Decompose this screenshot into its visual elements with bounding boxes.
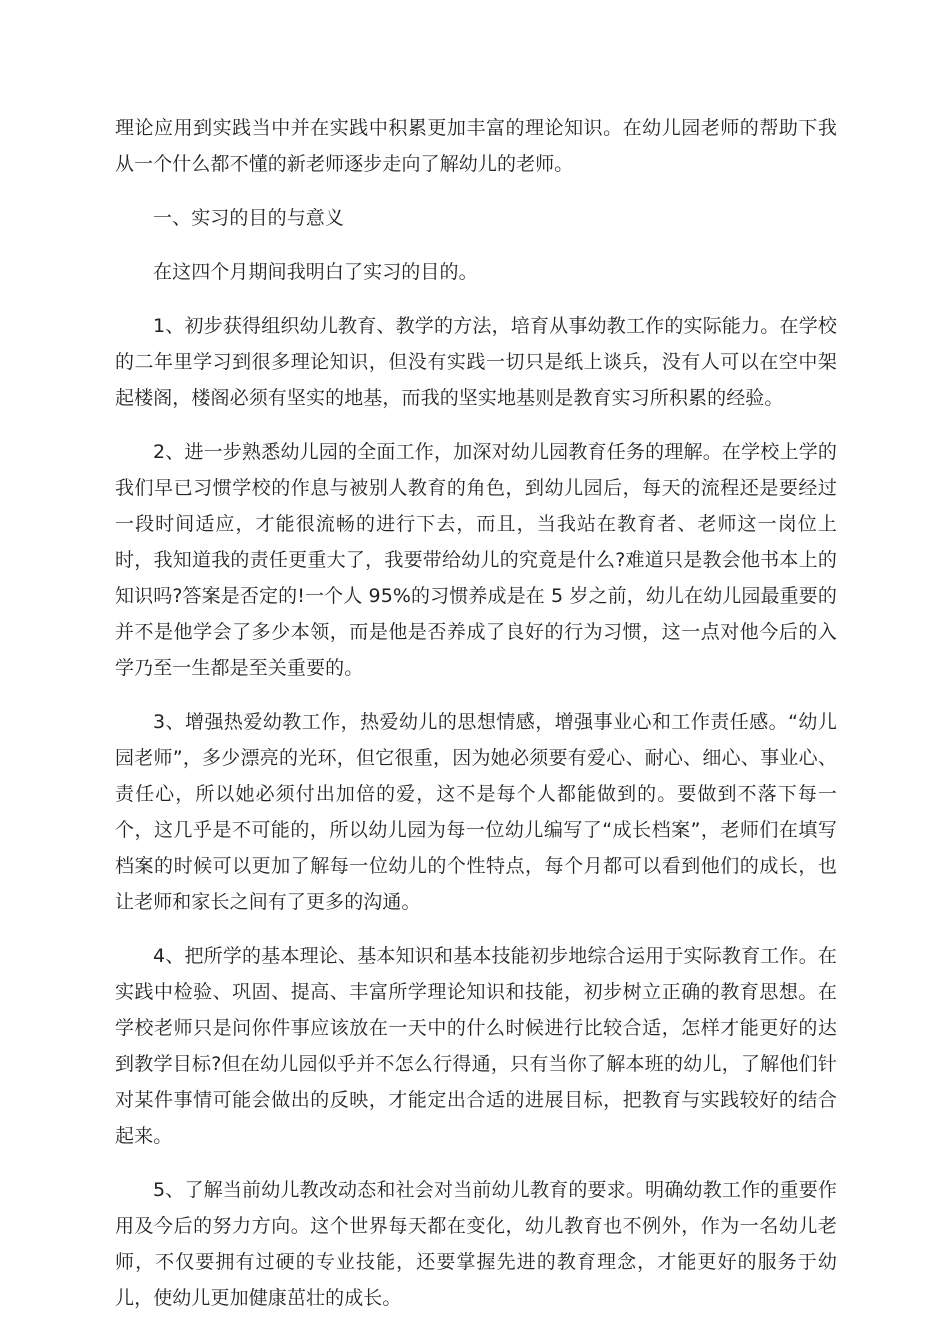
paragraph-item-2: 2、进一步熟悉幼儿园的全面工作，加深对幼儿园教育任务的理解。在学校上学的我们早已习惯学校的作息与被别人教育的角色，到幼儿园后，每天的流程还是要经过一段时间适应，才能很流畅的进行下去，而且，当我站在教育者、老师这一岗位上时，我知道我的责任更重大了，我要带给幼儿的究竟是什么?难道只是教会他书本上的知识吗?答案是否定的!一个人 95%的习惯养成是在 5 岁之前，幼儿在幼儿园最重要的并不是他学会了多少本领，而是他是否养成了良好的行为习惯，这一点对他今后的入学乃至一生都是至关重要的。 xyxy=(115,441,837,679)
section-heading: 一、实习的目的与意义 xyxy=(153,207,345,229)
document-body xyxy=(115,110,837,1334)
paragraph-item-1: 1、初步获得组织幼儿教育、教学的方法，培育从事幼教工作的实际能力。在学校的二年里学习到很多理论知识，但没有实践一切只是纸上谈兵，没有人可以在空中架起楼阁，楼阁必须有坚实的地基，而我的坚实地基则是教育实习所积累的经验。 xyxy=(115,315,837,409)
paragraph-intro: 在这四个月期间我明白了实习的目的。 xyxy=(153,261,478,283)
paragraph-item-3: 3、增强热爱幼教工作，热爱幼儿的思想情感，增强事业心和工作责任感。“幼儿园老师”，多少漂亮的光环，但它很重，因为她必须要有爱心、耐心、细心、事业心、责任心，所以她必须付出加倍的爱，这不是每个人都能做到的。要做到不落下每一个，这几乎是不可能的，所以幼儿园为每一位幼儿编写了“成长档案”，老师们在填写档案的时候可以更加了解每一位幼儿的个性特点，每个月都可以看到他们的成长，也让老师和家长之间有了更多的沟通。 xyxy=(115,711,837,913)
paragraph-item-4: 4、把所学的基本理论、基本知识和基本技能初步地综合运用于实际教育工作。在实践中检验、巩固、提高、丰富所学理论知识和技能，初步树立正确的教育思想。在学校老师只是问你件事应该放在一天中的什么时候进行比较合适，怎样才能更好的达到教学目标?但在幼儿园似乎并不怎么行得通，只有当你了解本班的幼儿，了解他们针对某件事情可能会做出的反映，才能定出合适的进展目标，把教育与实践较好的结合起来。 xyxy=(115,945,837,1147)
paragraph-item-5: 5、了解当前幼儿教改动态和社会对当前幼儿教育的要求。明确幼教工作的重要作用及今后的努力方向。这个世界每天都在变化，幼儿教育也不例外，作为一名幼儿老师，不仅要拥有过硬的专业技能，还要掌握先进的教育理念，才能更好的服务于幼儿，使幼儿更加健康茁壮的成长。 xyxy=(115,1179,837,1309)
paragraph-continuation: 理论应用到实践当中并在实践中积累更加丰富的理论知识。在幼儿园老师的帮助下我从一个什么都不懂的新老师逐步走向了解幼儿的老师。 xyxy=(115,117,837,175)
